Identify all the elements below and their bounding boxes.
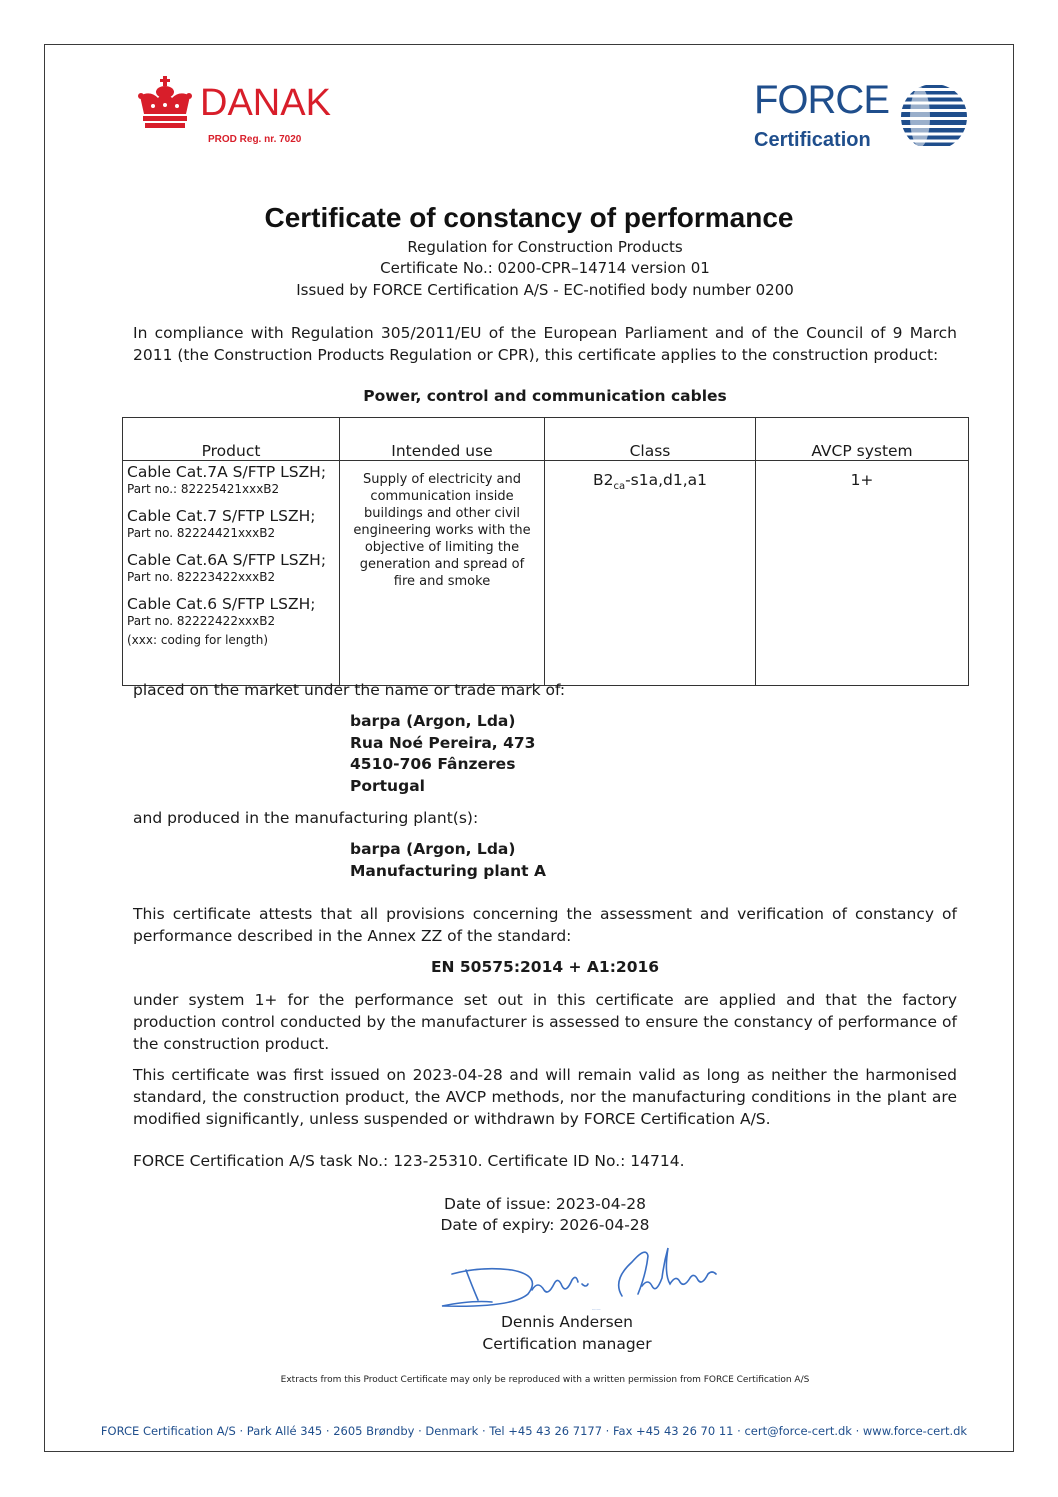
intro-paragraph: In compliance with Regulation 305/2011/EU of the European Parliament and of the Council of 9 March 2011 (the Construction Products Regulation or CPR), this certificate applies to the construction product: (133, 324, 957, 364)
danak-registration: PROD Reg. nr. 7020 (208, 134, 302, 145)
force-logo (750, 80, 970, 156)
plant-intro: and produced in the manufacturing plant(s): (133, 809, 479, 827)
danak-wordmark: DANAK (200, 82, 331, 124)
header-product: Product (123, 418, 340, 461)
length-coding-note: (xxx: coding for length) (127, 633, 269, 647)
intended-use-cell: Supply of electricity and communication inside buildings and other civil engineering works with the objective of limiting the generation and spread of fire and smoke (340, 461, 545, 686)
product-heading: Power, control and communication cables (363, 387, 727, 405)
attest-paragraph: This certificate attests that all provisions concerning the assessment and verification of constancy of performance described in the Annex ZZ of the standard: (133, 905, 957, 945)
force-subtitle: Certification (754, 129, 871, 151)
date-of-expiry: Date of expiry: 2026-04-28 (440, 1216, 650, 1234)
product-part-number: Part no. 82224421xxxB2 (127, 526, 276, 540)
signer-role: Certification manager (482, 1335, 652, 1353)
table-row (123, 461, 969, 686)
market-intro: placed on the market under the name or trade mark of: (133, 681, 566, 699)
regulation-line: Regulation for Construction Products (407, 238, 683, 256)
class-subscript: ca (613, 481, 626, 493)
globe-icon (900, 82, 968, 152)
product-cell (123, 461, 340, 686)
danak-logo (136, 76, 356, 148)
product-part-number: Part no. 82222422xxxB2 (127, 614, 276, 628)
crown-icon (136, 76, 194, 130)
footer-contact: FORCE Certification A/S · Park Allé 345 · 2605 Brøndby · Denmark · Tel +45 43 26 7177 · Fax +45 43 26 70 11 · cert@force-cert.dk · www.force-cert.dk (100, 1424, 968, 1438)
product-name: Cable Cat.6A S/FTP LSZH; (127, 551, 327, 569)
handwritten-signature (432, 1240, 742, 1312)
signer-name: Dennis Andersen (500, 1313, 634, 1331)
validity-paragraph: This certificate was first issued on 2023-04-28 and will remain valid as long as neither the harmonised standard, the construction product, the AVCP methods, nor the manufacturing conditions in the plant are modified significantly, unless suspended or withdrawn by FORCE Certification A/S. (133, 1066, 957, 1128)
market-address (350, 711, 535, 797)
reproduction-note: Extracts from this Product Certificate may only be reproduced with a written permission from FORCE Certification A/S (280, 1375, 810, 1385)
task-line: FORCE Certification A/S task No.: 123-25310. Certificate ID No.: 14714. (133, 1152, 685, 1170)
table-header-row (123, 418, 969, 461)
certificate-number: Certificate No.: 0200-CPR–14714 version 01 (380, 259, 710, 277)
address-line: 4510-706 Fânzeres (350, 755, 516, 773)
product-part-number: Part no.: 82225421xxxB2 (127, 482, 280, 496)
product-name: Cable Cat.7 S/FTP LSZH; (127, 507, 316, 525)
document-title: Certificate of constancy of performance (264, 202, 794, 233)
force-wordmark: FORCE (754, 78, 889, 122)
header-class: Class (545, 418, 756, 461)
class-main: B2 (592, 471, 614, 489)
address-line: barpa (Argon, Lda) (350, 840, 516, 858)
system-paragraph: under system 1+ for the performance set out in this certificate are applied and that the factory production control conducted by the manufacturer is assessed to ensure the constancy of performance of the construction product. (133, 991, 957, 1053)
product-name: Cable Cat.7A S/FTP LSZH; (127, 463, 327, 481)
product-name: Cable Cat.6 S/FTP LSZH; (127, 595, 316, 613)
avcp-cell: 1+ (756, 461, 969, 686)
class-cell (545, 461, 756, 686)
header-intended-use: Intended use (340, 418, 545, 461)
plant-address (350, 839, 546, 882)
address-line: barpa (Argon, Lda) (350, 712, 516, 730)
product-part-number: Part no. 82223422xxxB2 (127, 570, 276, 584)
product-table (122, 417, 969, 686)
class-rest: -s1a,d1,a1 (625, 471, 708, 489)
issuer-line: Issued by FORCE Certification A/S - EC-notified body number 0200 (296, 281, 794, 299)
date-of-issue: Date of issue: 2023-04-28 (444, 1195, 646, 1213)
signature-text: Dennis Andersen (592, 1310, 601, 1311)
address-line: Rua Noé Pereira, 473 (350, 733, 536, 752)
standard-reference: EN 50575:2014 + A1:2016 (430, 958, 660, 976)
header-avcp: AVCP system (756, 418, 969, 461)
address-line: Manufacturing plant A (350, 861, 546, 880)
address-line: Portugal (350, 776, 425, 795)
